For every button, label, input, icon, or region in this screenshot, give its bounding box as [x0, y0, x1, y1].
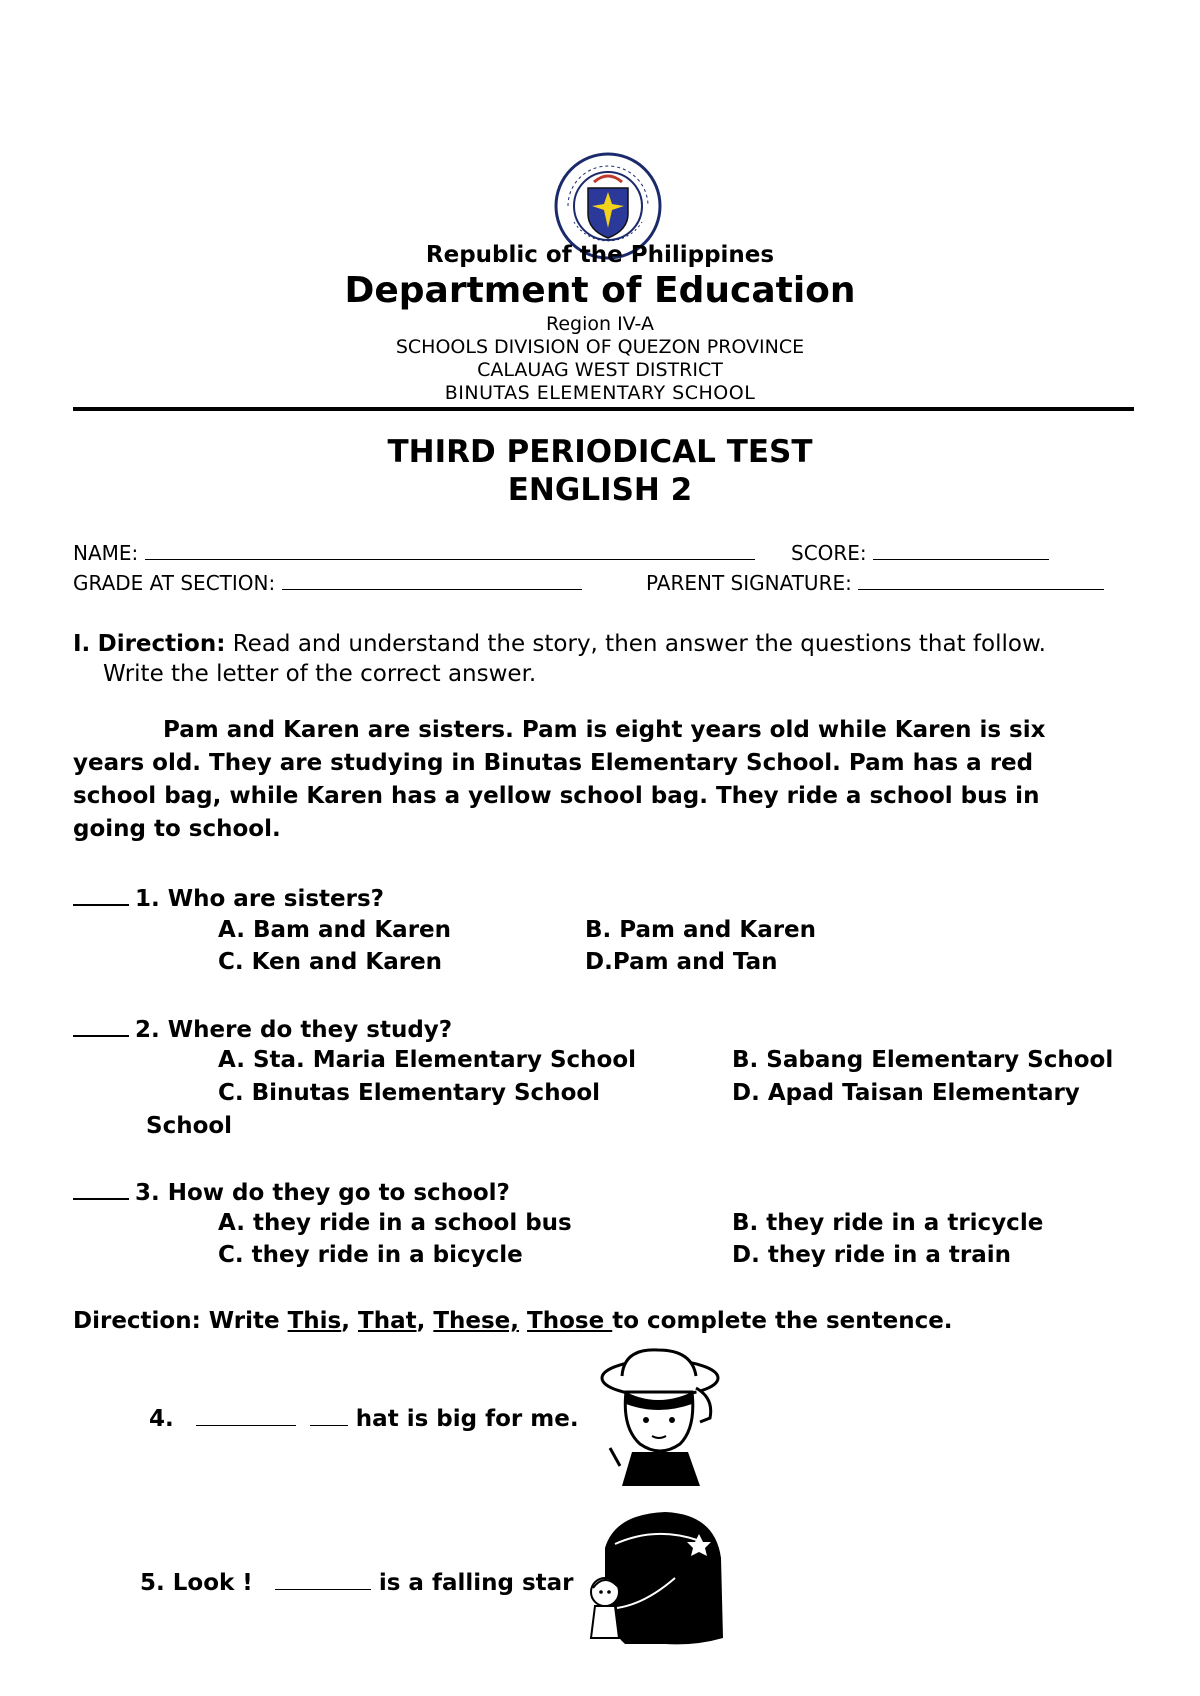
q1-option-a: A. Bam and Karen — [218, 917, 452, 943]
department-heading: Department of Education — [344, 270, 856, 311]
item-5-text: is a falling star — [378, 1570, 574, 1596]
score-label: SCORE: — [791, 541, 867, 565]
question-3 — [73, 1178, 510, 1206]
direction-1-number: I. — [73, 631, 91, 657]
word-that: That — [358, 1308, 417, 1334]
direction-1-label: Direction: — [97, 631, 226, 657]
name-label: NAME: — [73, 541, 139, 565]
question-2 — [73, 1015, 452, 1043]
question-3-text: 3. How do they go to school? — [135, 1180, 510, 1206]
direction-1 — [73, 631, 1046, 657]
q2-option-d-wrap: School — [146, 1113, 233, 1139]
q3-option-b: B. they ride in a tricycle — [732, 1210, 1044, 1236]
direction-1-text-2: Write the letter of the correct answer. — [103, 661, 537, 687]
word-these: These, — [433, 1308, 520, 1334]
school-label: BINUTAS ELEMENTARY SCHOOL — [444, 382, 756, 404]
test-title: THIRD PERIODICAL TEST — [387, 434, 813, 470]
parent-signature-input-line[interactable] — [858, 571, 1104, 590]
boy-with-hat-illustration — [592, 1348, 732, 1488]
score-field-row — [791, 541, 1049, 565]
answer-blank-1[interactable] — [73, 884, 129, 906]
division-label: SCHOOLS DIVISION OF QUEZON PROVINCE — [395, 336, 805, 358]
item-4-blank-b[interactable] — [310, 1405, 348, 1426]
direction-2-lead: Direction: Write — [73, 1308, 288, 1334]
district-label: CALAUAG WEST DISTRICT — [477, 359, 723, 381]
q2-option-d: D. Apad Taisan Elementary — [732, 1080, 1080, 1106]
q3-option-d: D. they ride in a train — [732, 1242, 1012, 1268]
separator — [519, 1308, 527, 1334]
item-4-text: hat is big for me. — [355, 1406, 579, 1432]
q2-option-b: B. Sabang Elementary School — [732, 1047, 1114, 1073]
q3-option-a: A. they ride in a school bus — [218, 1210, 572, 1236]
header-divider — [73, 407, 1134, 411]
answer-blank-2[interactable] — [73, 1015, 129, 1037]
answer-blank-3[interactable] — [73, 1178, 129, 1200]
story-paragraph: Pam and Karen are sisters. Pam is eight years old while Karen is six years old. They are studying in Binutas Elementary School. Pam has a red school bag, while Karen has a yellow school bag. They ride a school bus in going to school. — [73, 717, 1046, 842]
score-input-line[interactable] — [873, 541, 1049, 560]
grade-section-input-line[interactable] — [282, 571, 582, 590]
word-those: Those — [527, 1308, 613, 1334]
q2-option-a: A. Sta. Maria Elementary School — [218, 1047, 637, 1073]
parent-signature-row — [646, 571, 1104, 595]
grade-section-label: GRADE AT SECTION: — [73, 571, 276, 595]
item-4-number: 4. — [149, 1406, 174, 1432]
item-5 — [140, 1569, 574, 1596]
word-this: This — [287, 1308, 342, 1334]
separator: , — [416, 1308, 434, 1334]
item-4 — [149, 1405, 579, 1432]
item-5-blank[interactable] — [275, 1569, 371, 1590]
q3-option-c: C. they ride in a bicycle — [218, 1242, 523, 1268]
name-input-line[interactable] — [145, 541, 755, 560]
item-5-number: 5. Look ! — [140, 1570, 253, 1596]
q1-option-c: C. Ken and Karen — [218, 949, 443, 975]
separator: , — [341, 1308, 358, 1334]
direction-2-tail: to complete the sentence. — [612, 1308, 953, 1334]
republic-heading: Republic of the Philippines — [425, 242, 775, 268]
subject-title: ENGLISH 2 — [507, 472, 693, 508]
name-field-row — [73, 541, 755, 565]
grade-section-row — [73, 571, 582, 595]
direction-2 — [73, 1308, 953, 1334]
item-4-blank-a[interactable] — [196, 1405, 296, 1426]
falling-star-girl-illustration — [585, 1508, 730, 1653]
region-label: Region IV-A — [545, 313, 654, 335]
question-1 — [73, 884, 384, 912]
question-2-text: 2. Where do they study? — [135, 1017, 453, 1043]
question-1-text: 1. Who are sisters? — [135, 886, 385, 912]
direction-1-text: Read and understand the story, then answer the questions that follow. — [232, 631, 1046, 657]
q1-option-b: B. Pam and Karen — [585, 917, 817, 943]
q2-option-c: C. Binutas Elementary School — [218, 1080, 601, 1106]
parent-signature-label: PARENT SIGNATURE: — [646, 571, 852, 595]
q1-option-d: D.Pam and Tan — [585, 949, 778, 975]
